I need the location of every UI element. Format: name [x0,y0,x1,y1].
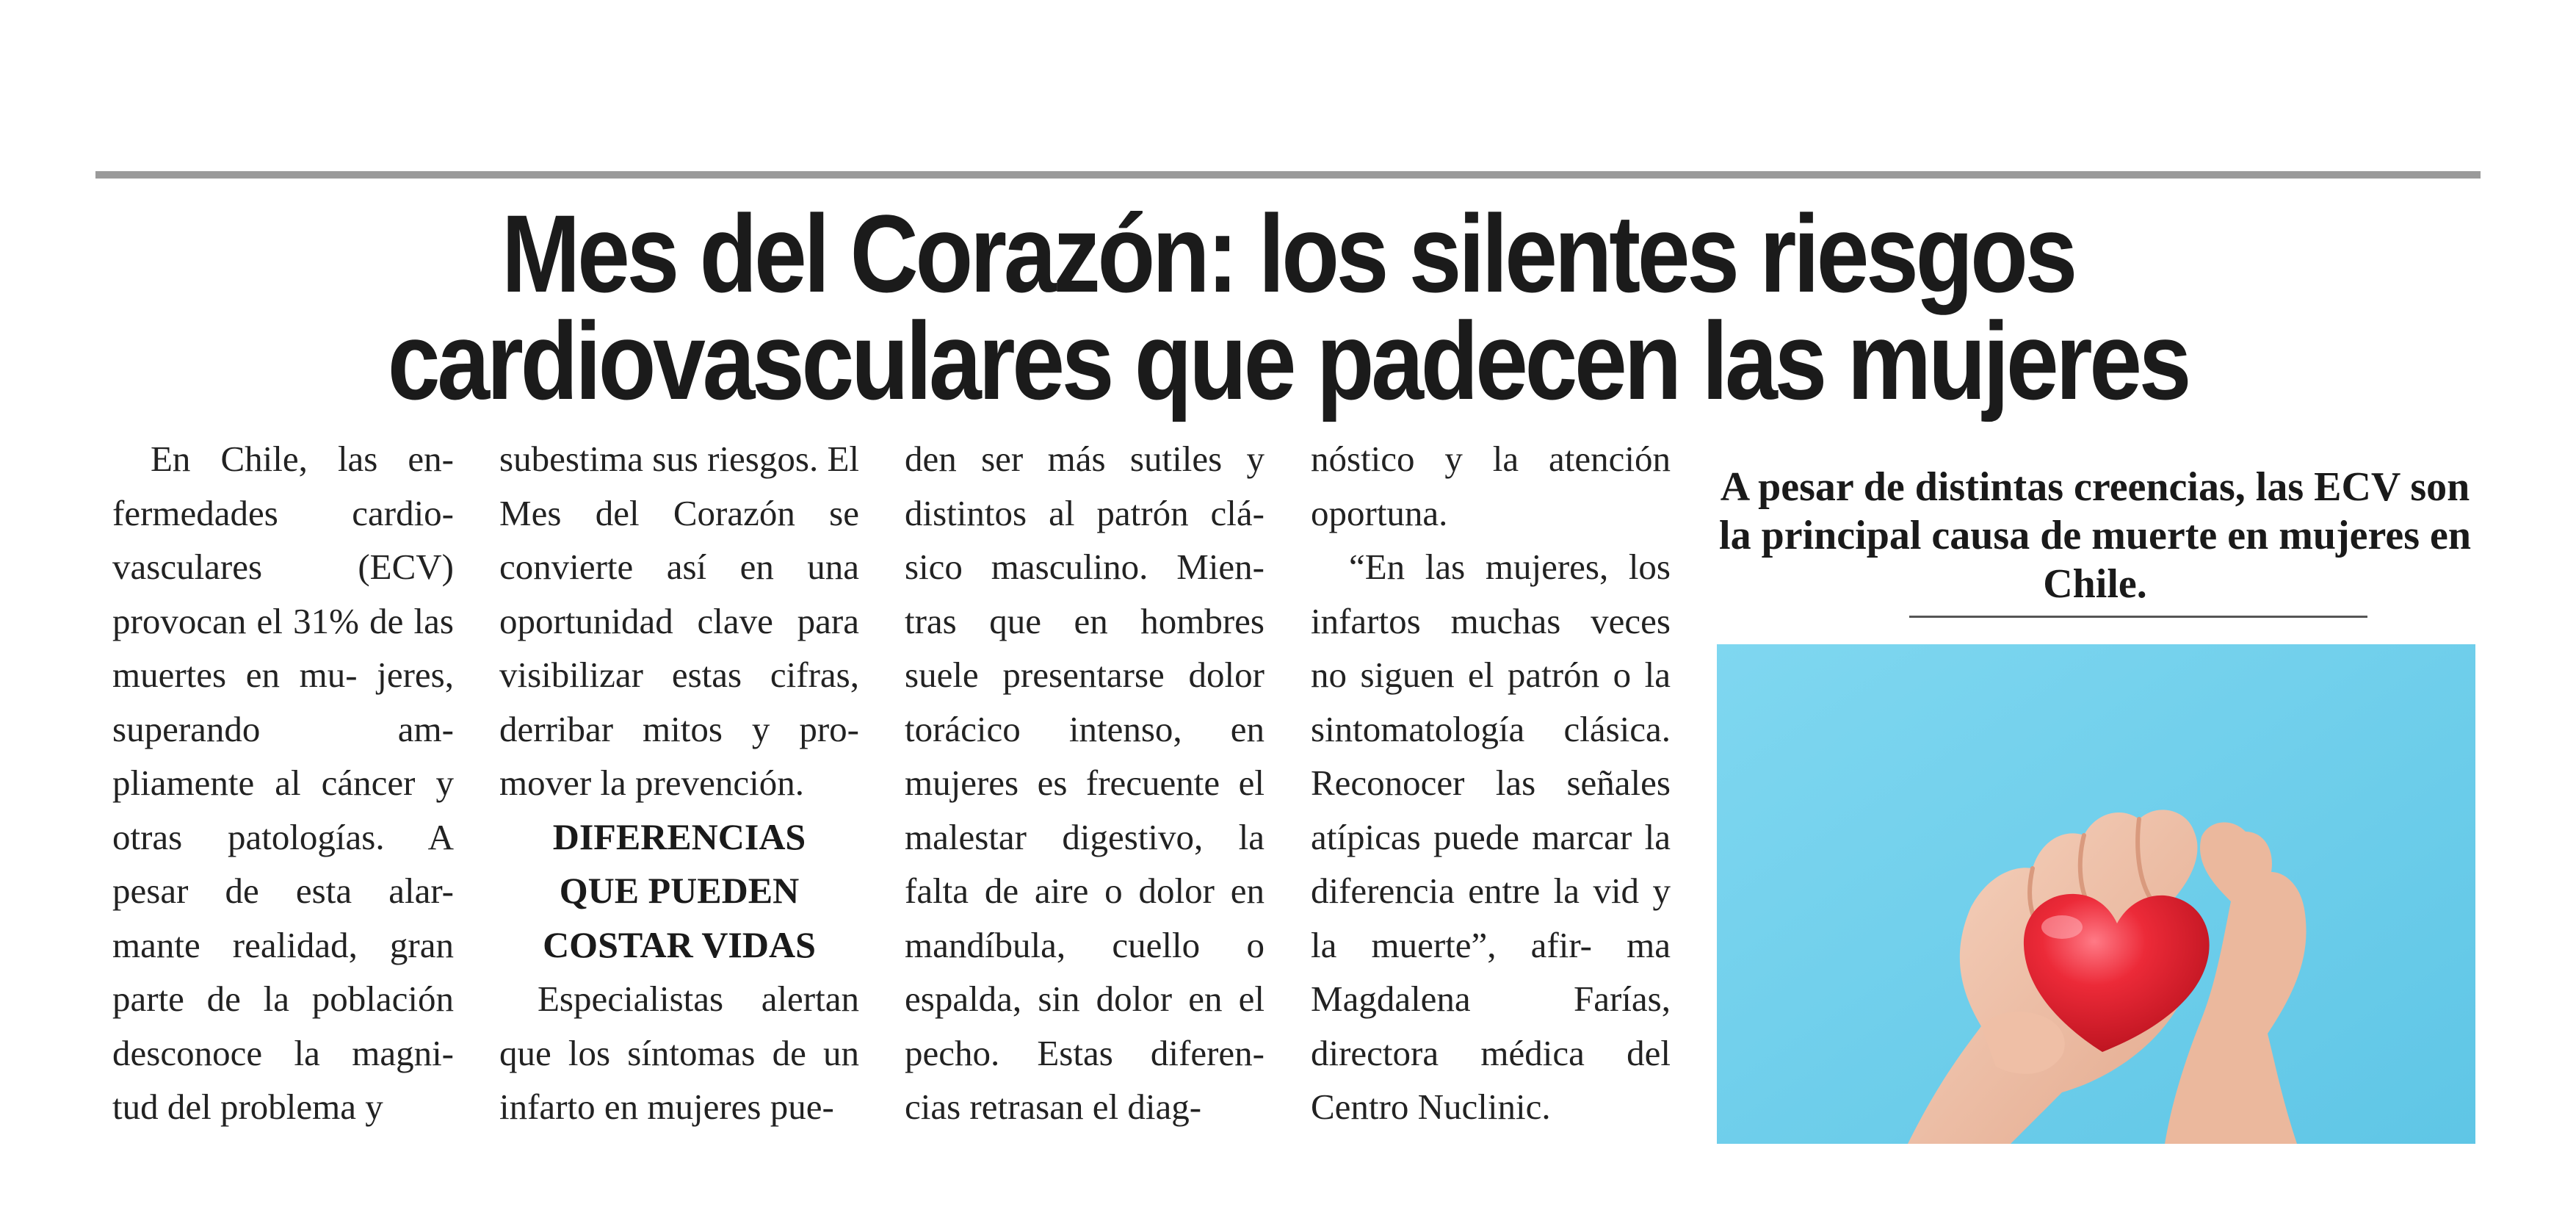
headline-line-2: cardiovasculares que padecen las mujeres [387,299,2189,422]
paragraph-symptoms: den ser más sutiles y distintos al patrón clá- sico masculino. Mien- tras que en hombres suele presentarse dolor torácico intenso, en mujeres es frecuente el malestar digestivo, la falta de aire o dolor en mandíbula, cuello o espalda, sin dolor en el pecho. Estas diferen- cias retrasan el diag- [905,439,1265,1127]
subhead-line-2: QUE PUEDEN [559,870,800,911]
paragraph-diagnosis: nóstico y la atención oportuna. [1311,439,1671,533]
heart-hands-illustration [1717,644,2475,1144]
paragraph-quote: “En las mujeres, los infartos muchas veces no siguen el patrón o la sintomatología clásica. Reconocer las señales atípicas puede marcar la diferencia entre la vid y la muerte”, afir- ma Magdalena Farías, directora médica del Centro Nuclinic. [1311,547,1671,1127]
article-column-4 [1311,432,1671,1134]
paragraph-intro: En Chile, las en- fermedades cardio- vasculares (ECV) provocan el 31% de las muertes en mu- jeres, superando am- pliamente al cáncer y otras patologías. A pesar de esta alar- mante realidad, gran parte de la población desconoce la magni- tud del problema y [112,439,454,1127]
headline [262,192,2313,422]
subhead-line-3: COSTAR VIDAS [543,923,816,965]
top-rule [95,171,2481,179]
heart-highlight [2041,915,2083,939]
article-column-1 [112,432,454,1134]
subhead-line-1: DIFERENCIAS [552,815,806,857]
section-subhead [499,810,859,973]
article-column-2 [499,432,859,1134]
article-column-3 [905,432,1265,1134]
paragraph-intro-continued: subestima sus riesgos. El Mes del Corazón se convierte así en una oportunidad clave para visibilizar estas cifras, derribar mitos y pro- mover la prevención. [499,439,859,803]
heart-hands-photo [1717,644,2475,1144]
paragraph-specialists: Especialistas alertan que los síntomas de un infarto en mujeres pue- [499,979,859,1127]
caption-rule [1909,616,2367,618]
photo-caption: A pesar de distintas creencias, las ECV son la principal causa de muerte en mujeres en Chile. [1719,464,2471,607]
headline-line-1: Mes del Corazón: los silentes riesgos [501,192,2075,315]
